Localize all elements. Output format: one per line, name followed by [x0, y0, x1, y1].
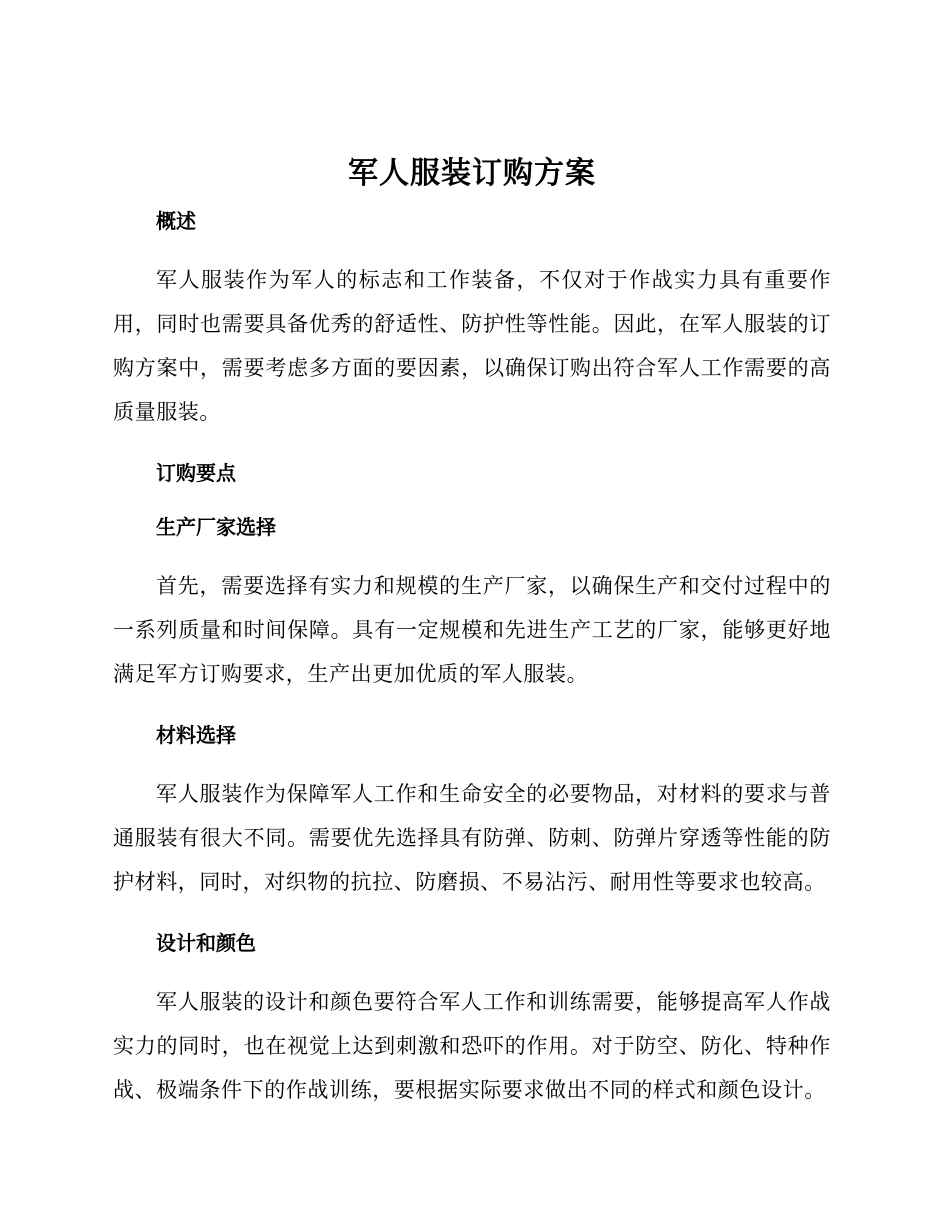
- document-page: [113, 148, 831, 1112]
- document-title: 军人服装订购方案: [348, 156, 596, 191]
- section-heading-material-selection: 材料选择: [156, 723, 236, 747]
- section-paragraph-overview: 军人服装作为军人的标志和工作装备，不仅对于作战实力具有重要作用，同时也需要具备优秀的舒适性、防护性等性能。因此，在军人服装的订购方案中，需要考虑多方面的要因素，以确保订购出符合军人工作需要的高质量服装。: [113, 268, 831, 424]
- section-heading-overview: 概述: [156, 209, 196, 233]
- section-paragraph-design-and-color: 军人服装的设计和颜色要符合军人工作和训练需要，能够提高军人作战实力的同时，也在视觉上达到刺激和恐吓的作用。对于防空、防化、特种作战、极端条件下的作战训练，要根据实际要求做出不同的样式和颜色设计。: [113, 990, 831, 1102]
- section-paragraph-material-selection: 军人服装作为保障军人工作和生命安全的必要物品，对材料的要求与普通服装有很大不同。需要优先选择具有防弹、防刺、防弹片穿透等性能的防护材料，同时，对织物的抗拉、防磨损、不易沾污、耐用性等要求也较高。: [113, 782, 831, 894]
- section-heading-design-and-color: 设计和颜色: [156, 931, 256, 955]
- section-heading-manufacturer-selection: 生产厂家选择: [156, 515, 276, 539]
- section-paragraph-manufacturer-selection: 首先，需要选择有实力和规模的生产厂家，以确保生产和交付过程中的一系列质量和时间保障。具有一定规模和先进生产工艺的厂家，能够更好地满足军方订购要求，生产出更加优质的军人服装。: [113, 574, 831, 686]
- section-heading-ordering-points: 订购要点: [156, 461, 236, 485]
